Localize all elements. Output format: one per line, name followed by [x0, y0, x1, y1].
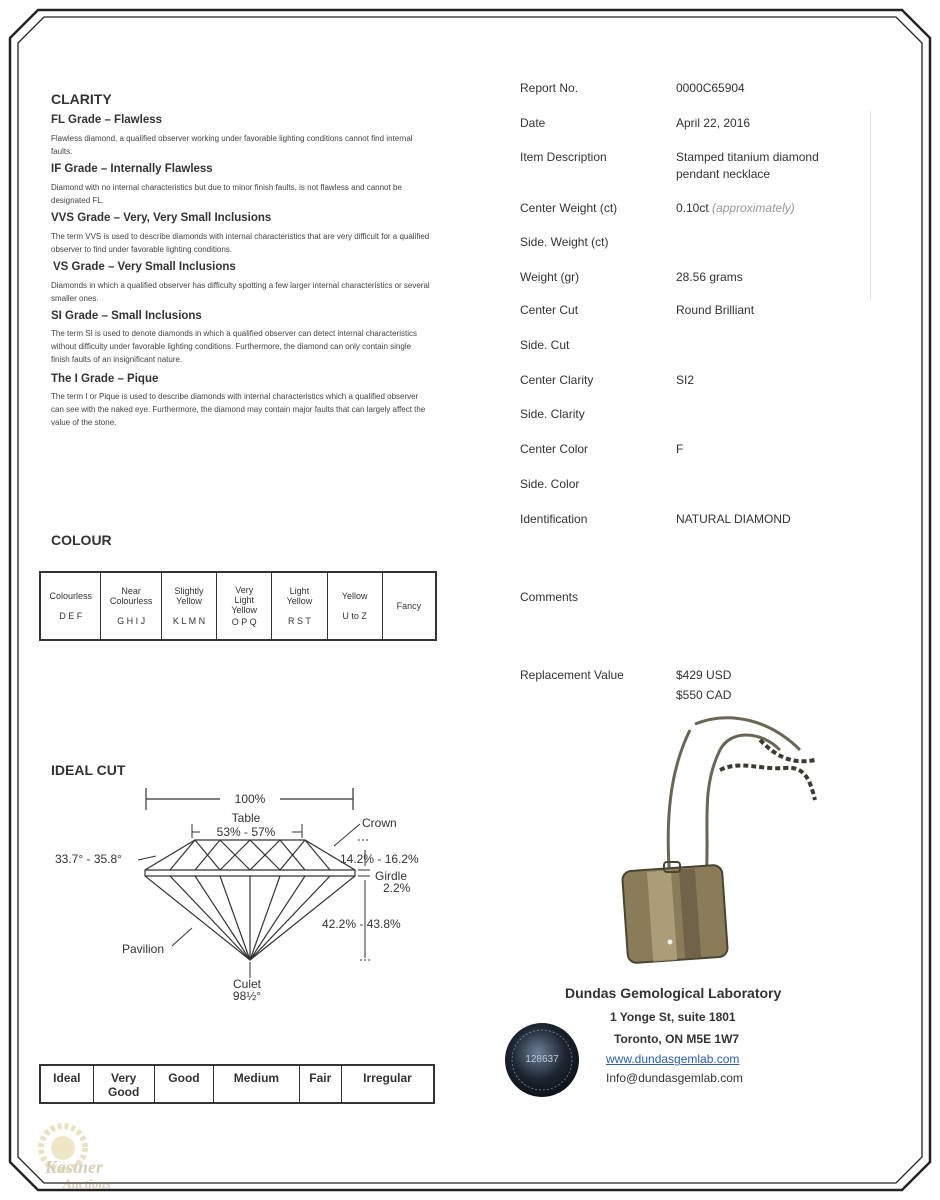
grade-desc-si: The term SI is used to denote diamonds in which a qualified observer can detect internal characteristics without difficulty under favorable lighting conditions. Furthermore, the diamond can only contain single finish faults of an insignificant nature. [51, 329, 417, 364]
width-label: 100% [234, 792, 266, 806]
colour-scale-table [39, 571, 437, 641]
lab-address-2: Toronto, ON M5E 1W7 [614, 1032, 740, 1046]
clarity-heading: CLARITY [51, 91, 112, 107]
grade-desc-i: The term I or Pique is used to describe diamonds with internal characteristics which a qualified observer can see with the naked eye. Furthermore, the diamond may contain major faults that can largely affect the value of the stone. [51, 392, 426, 427]
colour-cell-light-yellow: Light Yellow R S T [272, 572, 327, 640]
crown-angle-label: 33.7° - 35.8° [55, 852, 122, 866]
girdle-pct-label: 2.2% [383, 881, 411, 895]
side-cut-label: Side. Cut [520, 338, 570, 352]
girdle-label: Girdle [375, 869, 408, 883]
cut-grade-medium: Medium [214, 1065, 299, 1103]
grade-desc-fl: Flawless diamond, a qualified observer working under favorable lighting conditions cannot find internal faults. [51, 134, 413, 156]
grade-title-fl: FL Grade – Flawless [51, 114, 163, 126]
lab-address-1: 1 Yonge St, suite 1801 [610, 1010, 736, 1024]
kastner-auctions-watermark [15, 1108, 150, 1193]
center-weight-label: Center Weight (ct) [520, 201, 618, 215]
weight-gr-label: Weight (gr) [520, 270, 580, 284]
center-cut-label: Center Cut [520, 303, 579, 317]
colour-cell-very-light-yellow: Very Light Yellow O P Q [217, 572, 272, 640]
center-clarity-label: Center Clarity [520, 373, 594, 387]
replacement-value-label: Replacement Value [520, 668, 624, 682]
colour-cell-fancy: Fancy [382, 572, 436, 640]
date-label: Date [520, 116, 546, 130]
comments-label: Comments [520, 590, 579, 604]
side-color-label: Side. Color [520, 477, 580, 491]
grade-desc-vs: Diamonds in which a qualified observer has difficulty spotting a few larger internal characteristics or several smaller ones. [51, 281, 430, 303]
cut-grade-fair: Fair [299, 1065, 341, 1103]
watermark-line-2: Auctions [63, 1176, 111, 1191]
ideal-cut-diagram [40, 780, 440, 1010]
table-label: Table [231, 811, 261, 825]
item-description-value: Stamped titanium diamond [676, 150, 819, 164]
report-no-value: 0000C65904 [676, 81, 745, 95]
lab-email: Info@dundasgemlab.com [606, 1071, 743, 1085]
report-no-label: Report No. [520, 81, 579, 95]
crown-height-label: 14.2% - 16.2% [340, 852, 419, 866]
pavilion-depth-label: 42.2% - 43.8% [322, 917, 401, 931]
grade-title-vs: VS Grade – Very Small Inclusions [53, 261, 236, 273]
approx-note: (approximately) [712, 201, 795, 215]
pendant-necklace-photo [610, 710, 830, 970]
colour-cell-yellow: Yellow U to Z [327, 572, 382, 640]
ideal-cut-heading: IDEAL CUT [51, 762, 126, 778]
replacement-value-cad: $550 CAD [676, 688, 732, 702]
replacement-value-usd: $429 USD [676, 668, 732, 682]
watermark-line-1: Kastner [45, 1157, 104, 1177]
colour-cell-colourless: Colourless D E F [40, 572, 101, 640]
identification-label: Identification [520, 512, 588, 526]
weight-gr-value: 28.56 grams [676, 270, 743, 284]
grade-title-i: The I Grade – Pique [51, 373, 159, 385]
grade-title-si: SI Grade – Small Inclusions [51, 310, 202, 322]
side-clarity-label: Side. Clarity [520, 407, 585, 421]
center-color-label: Center Color [520, 442, 589, 456]
report-side-rule [870, 110, 871, 300]
center-weight-value: 0.10ct (approximately) [676, 201, 795, 215]
identification-value: NATURAL DIAMOND [676, 512, 791, 526]
center-color-value: F [676, 442, 684, 456]
colour-cell-near-colourless: Near Colourless G H I J [101, 572, 161, 640]
seal-number: 128637 [525, 1054, 559, 1065]
pavilion-label: Pavilion [122, 942, 165, 956]
grade-title-if: IF Grade – Internally Flawless [51, 163, 213, 175]
culet-value: 98½° [232, 989, 262, 1003]
cut-grade-irregular: Irregular [342, 1065, 435, 1103]
culet-label: Culet [232, 977, 262, 991]
cut-grade-good: Good [154, 1065, 214, 1103]
hologram-seal-icon [502, 1020, 582, 1100]
grade-desc-if: Diamond with no internal characteristics but due to minor finish faults, is not flawless and cannot be designated FL. [51, 183, 402, 205]
cut-grade-very-good: Very Good [93, 1065, 154, 1103]
lab-name: Dundas Gemological Laboratory [565, 985, 782, 1001]
cut-grade-ideal: Ideal [40, 1065, 93, 1103]
center-cut-value: Round Brilliant [676, 303, 755, 317]
table-pct-label: 53% - 57% [216, 825, 276, 839]
date-value: April 22, 2016 [676, 116, 751, 130]
colour-heading: COLOUR [51, 532, 112, 548]
side-weight-label: Side. Weight (ct) [520, 235, 609, 249]
grade-desc-vvs: The term VVS is used to describe diamonds with internal characteristics that are very difficult for a qualified observer to find under favorable lighting conditions. [51, 232, 430, 254]
center-clarity-value: SI2 [676, 373, 695, 387]
item-description-value-2: pendant necklace [676, 167, 771, 181]
grade-title-vvs: VVS Grade – Very, Very Small Inclusions [51, 212, 272, 224]
cut-grade-table [39, 1064, 435, 1104]
lab-website-link[interactable]: www.dundasgemlab.com [606, 1052, 740, 1066]
colour-cell-slightly-yellow: Slightly Yellow K L M N [161, 572, 216, 640]
crown-label: Crown [362, 816, 397, 830]
item-description-label: Item Description [520, 150, 607, 164]
